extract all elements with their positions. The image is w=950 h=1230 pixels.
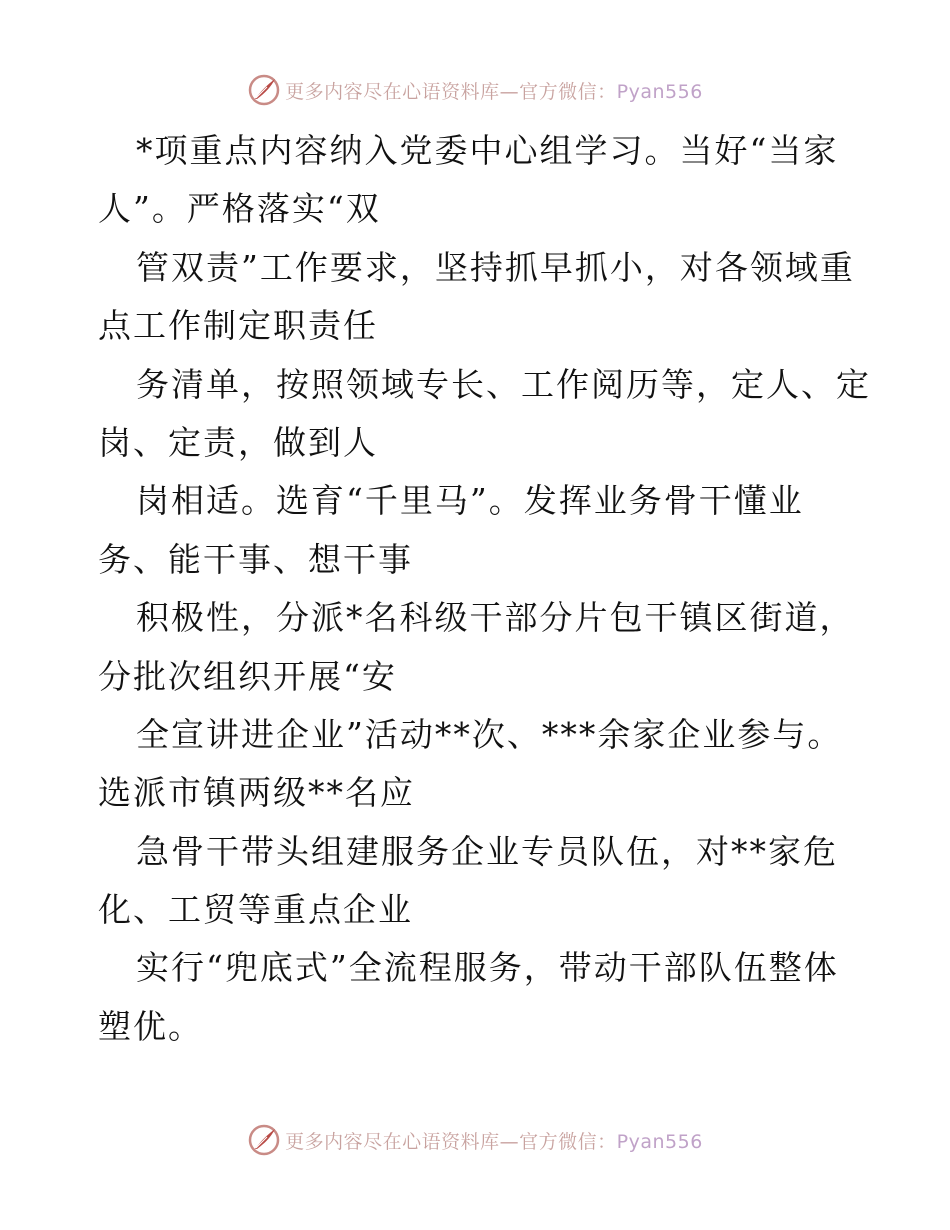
- watermark-text: 更多内容尽在心语资料库—官方微信：: [285, 1130, 617, 1153]
- body-line: 化、工贸等重点企业: [98, 890, 413, 930]
- body-line: 务清单，按照领域专长、工作阅历等，定人、定: [136, 364, 871, 404]
- watermark-wechat-id: Pyan556: [616, 80, 703, 103]
- body-line: 分批次组织开展“安: [98, 656, 397, 696]
- body-line: 塑优。: [98, 1006, 203, 1046]
- body-line: 积极性，分派*名科级干部分片包干镇区街道，: [136, 598, 855, 638]
- watermark-text: 更多内容尽在心语资料库—官方微信：: [285, 80, 617, 103]
- body-line: 岗、定责，做到人: [98, 422, 378, 462]
- document-body: [98, 122, 871, 1056]
- footer-watermark: [0, 1120, 950, 1160]
- body-line: 管双责”工作要求，坚持抓早抓小，对各领域重: [136, 247, 855, 287]
- body-line: 点工作制定职责任: [98, 306, 378, 346]
- feather-pen-logo-icon: [247, 1123, 281, 1157]
- body-line: 人”。严格落实“双: [98, 189, 381, 229]
- body-line: 岗相适。选育“千里马”。发挥业务骨干懂业: [136, 481, 804, 521]
- body-line: 实行“兜底式”全流程服务，带动干部队伍整体: [136, 948, 839, 988]
- body-line: 选派市镇两级**名应: [98, 773, 415, 813]
- watermark-wechat-id: Pyan556: [616, 1130, 703, 1153]
- body-line: 务、能干事、想干事: [98, 539, 413, 579]
- body-line: *项重点内容纳入党委中心组学习。当好“当家: [136, 131, 839, 170]
- body-line: 急骨干带头组建服务企业专员队伍，对**家危: [136, 831, 838, 871]
- body-line: 全宣讲进企业”活动**次、***余家企业参与。: [136, 714, 843, 754]
- feather-pen-logo-icon: [247, 73, 281, 107]
- header-watermark: [0, 70, 950, 110]
